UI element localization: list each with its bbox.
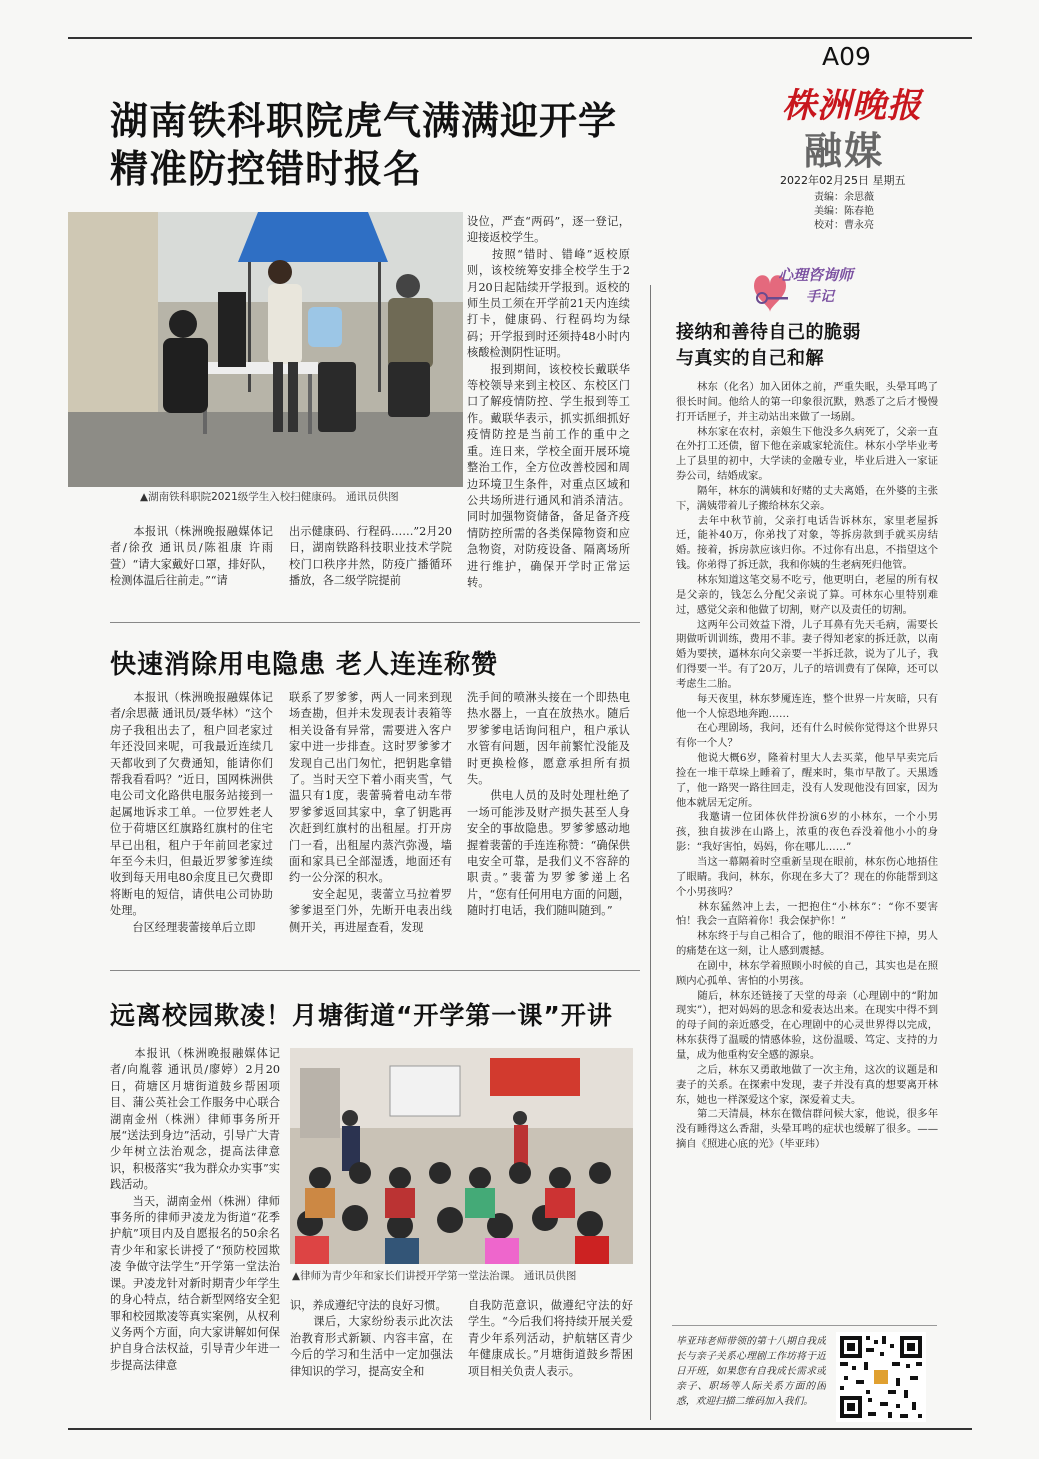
article3-photo-caption: ▲律师为青少年和家长们讲授开学第一堂法治课。 通讯员供图 (292, 1270, 577, 1282)
article1-photo-caption: ▲湖南铁科职院2021级学生入校扫健康码。 通讯员供图 (140, 491, 399, 503)
section-name: 融媒 (804, 129, 885, 173)
issue-date: 2022年02月25日 星期五 (780, 174, 906, 187)
article3-body-col1: 本报讯（株洲晚报融媒体记者/向胤蓉 通讯员/廖婷）2月20日，荷塘区月塘街道鼓乡帮困项目、蒲公英社会工作服务中心联合湖南金州（株洲）律师事务所开展“送法到身边”活动，引导广大青少年树立法治观念，提高法律意识，积极落实“我为群众办实事”实践活动。 当天，湖南金州（株洲）律师事务所的律师尹凌龙为街道“花季护航”项目内及自愿报名的50余名青少年和家长讲授了“预防校园欺凌 争做守法学生”开学第一堂法治课。尹凌龙针对新时期青少年学生的身心特点，结合新型网络安全犯罪和校园欺凌等真实案例，从权利义务两个方面，向大家讲解如何保护自身合法权益，引导青少年进一步提高法律意 (110, 1047, 280, 1372)
article2-body-col1: 本报讯（株洲晚报融媒体记者/余思薇 通讯员/聂华林）“这个房子我租出去了，租户回老家过年还没回来呢，可我最近连续几天都收到了欠费通知，能请你们帮我看看吗？”近日，国网株洲供电公司文化路供电服务站接到一起属地诉求工单。一位罗姓老人位于荷塘区红旗路红旗村的住宅早已出租，租户于年前回老家过年至今未归，但最近罗爹爹连续收到每天用电80余度且已欠费即将断电的短信，请供电公司协助处理。 台区经理裴蕾接单后立即 (110, 691, 273, 934)
editor-credit: 责编：余思薇 (814, 192, 874, 203)
article2-divider (110, 970, 640, 971)
article1-body-col2: 出示健康码、行程码……”2月20日，湖南铁路科技职业技术学院校门口秩序井然，防疫广播循环播放，各二级学院提前 (289, 525, 452, 588)
column-promo-text: 毕亚玮老师带领的第十八期自我成长与亲子关系心理剧工作坊将于近日开班，如果您有自我成长需求或亲子、职场等人际关系方面的困惑，欢迎扫描二维码加入我们。 (676, 1336, 826, 1407)
qr-code[interactable] (836, 1332, 926, 1422)
column-vertical-rule (650, 285, 651, 1420)
column-logo-line1: 心理咨询师 (778, 266, 854, 284)
article2-headline: 快速消除用电隐患 老人连连称赞 (110, 650, 499, 680)
article1-body-col-right: 设位，严查“两码”，逐一登记，迎接返校学生。 按照“错时、错峰”返校原则，该校统筹安排全校学生于2月20日起陆续开学报到。返校的师生员工须在开学前21天内连续打卡，健康码、行程码均为绿码；开学报到时还须持48小时内核酸检测阴性证明。 报到期间，该校校长戴联华等校领导来到主校区、东校区门口了解疫情防控、学生报到等工作。戴联华表示，抓实抓细抓好疫情防控是当前工作的重中之重。连日来，学校全面开展环境整治工作，全方位改善校园和周边环境卫生条件，对重点区域和公共场所进行通风和消杀清洁。同时加强物资储备，备足备齐疫情防控所需的各类保障物资和应急物资，对防疫设备、隔离场所进行维护，确保开学时正常运转。 (467, 215, 630, 589)
article3-body-col3: 自我防范意识，做遵纪守法的好学生。“今后我们将持续开展关爱青少年系列活动，护航辖区青少年健康成长。”月塘街道鼓乡帮困项目相关负责人表示。 (468, 1299, 633, 1378)
top-rule (68, 37, 972, 39)
article1-body-col1: 本报讯（株洲晚报融媒体记者/徐孜 通讯员/陈祖康 许雨萱）“请大家戴好口罩，排好队，检测体温后往前走。”“请 (110, 525, 273, 588)
page-number: A09 (822, 42, 871, 71)
article2-body-col3: 洗手间的喷淋头接在一个即热电热水器上，一直在放热水。随后罗爹爹电话询问租户，租户承认水管有问题，因年前繁忙没能及时更换检修，愿意承担所有损失。 供电人员的及时处理杜绝了一场可能涉及财产损失甚至人身安全的事故隐患。罗爹爹感动地握着裴蕾的手连连称赞：“确保供电安全可靠，是我们义不容辞的职责。”裴蕾为罗爹爹递上名片，“您有任何用电方面的问题，随时打电话，我们随叫随到。” (467, 691, 630, 918)
designer-credit: 美编：陈春艳 (814, 206, 874, 217)
column-body: 林东（化名）加入团体之前，严重失眠，头晕耳鸣了很长时间。他给人的第一印象很沉默，熟悉了之后才慢慢打开话匣子，并主动站出来做了一场剧。 林东家在农村，亲娘生下他没多久病死了，父亲一直在外打工还债，留下他在亲戚家轮流住。林东小学毕业考上了县里的初中，大学读的金融专业，毕业后进入一家证券公司，结婚成家。 隔年，林东的满姨和好赌的丈夫离婚，在外婆的主张下，满姨带着儿子搬给林东父亲。 去年中秋节前，父亲打电话告诉林东，家里老屋拆迁，能补40万，你弟找了对象，等拆房款到手就买房结婚。接着，拆房款应该归你。不过你有出息，不指望这个钱。你弟得了拆迁款，我和你姨的生老病死归他管。 林东知道这笔交易不吃亏，他更明白，老屋的所有权是父亲的，钱怎么分配父亲说了算。可林东心里特别难过，感觉父亲和他做了切割，财产以及责任的切割。 这两年公司效益下滑，儿子耳鼻有先天毛病，需要长期做听训训练，费用不菲。妻子得知老家的拆迁款，以南婚为要挟，逼林东向父亲要一半拆迁款，说为了儿子，我们得要一半。有了20万，儿子的培训费有了保障，还可以考虑生二胎。 每天夜里，林东梦魇连连，整个世界一片灰暗，只有他一个人惊恐地奔跑…… 在心理剧场，我问，还有什么时候你觉得这个世界只有你一个人？ 他说大概6岁，隆着村里大人去买菜，他早早卖完后捡在一堆干草垛上睡着了，醒来时，集市早散了。天黑透了，他一路哭一路往回走，没有人发现他没有回家，因为他本就居无定所。 我邀请一位团体伙伴扮演6岁的小林东，一个小男孩，独自拔涉在山路上，浓重的夜色吞没着他小小的身影：“我好害怕，妈妈，你在哪儿……” 当这一幕隔着时空重新呈现在眼前，林东伤心地捂住了眼睛。我问，林东，你现在多大了？现在的你能帮到这个小男孩吗？ 林东猛然冲上去，一把抱住“小林东”：“你不要害怕！我会一直陪着你！我会保护你！” 林东终于与自己相合了，他的眼泪不停往下掉，男人的痛楚在这一刻，让人感到震撼。 在剧中，林东学着照顾小时候的自己，其实也是在照顾内心孤单、害怕的小男孩。 随后，林东还链接了天堂的母亲（心理剧中的“附加现实”），把对妈妈的思念和爱表达出来。在现实中得不到的母子间的亲近感受，在心理剧中的心灵世界得以完成，林东获得了温暖的情感体验，这份温暖、笃定、支持的力量，成为他重构安全感的源泉。 之后，林东又勇敢地做了一次主角，这次的议题是和妻子的关系。在探索中发现，妻子并没有真的想要离开林东，她也一样深爱这个家，深爱着丈夫。 第二天清晨，林东在微信群问候大家，他说，很多年没有睡得这么香甜，头晕耳鸣的症状也缓解了很多。——摘自《照进心底的光》（毕亚玮） (676, 381, 938, 1151)
article3-headline: 远离校园欺凌！月塘街道“开学第一课”开讲 (110, 1001, 613, 1030)
article2-body-col2: 联系了罗爹爹，两人一同来到现场查勘，但并未发现表计表箱等相关设备有异常，需要进入客户家中进一步排查。这时罗爹爹才发现自己出门匆忙，把钥匙拿错了。当时天空下着小雨夹雪，气温只有1度，裴蕾骑着电动车带罗爹爹返回其家中，拿了钥匙再次赶到红旗村的出租屋。打开房门一看，出租屋内蒸汽弥漫，墙面和家具已全部湿透，地面还有约一公分深的积水。 安全起见，裴蕾立马拉着罗爹爹退至门外，先断开电表出线侧开关，再进屋查看，发现 (289, 691, 452, 934)
column-logo-line2: 手记 (806, 289, 834, 305)
column-headline-line2: 与真实的自己和解 (676, 348, 824, 369)
article1-photo (68, 212, 463, 487)
proofreader-credit: 校对：曹永亮 (814, 220, 874, 231)
article3-photo (290, 1048, 633, 1264)
column-logo (740, 262, 880, 322)
article3-body-col2: 识，养成遵纪守法的良好习惯。 课后，大家纷纷表示此次法治教育形式新颖、内容丰富，在今后的学习和生活中一定加强法律知识的学习，提高安全和 (290, 1299, 453, 1378)
paper-logo: 株洲晚报 (782, 86, 922, 126)
bottom-rule (68, 1428, 972, 1430)
article1-divider (110, 622, 640, 623)
column-headline-line1: 接纳和善待自己的脆弱 (676, 322, 861, 343)
article1-headline-line2: 精准防控错时报名 (110, 147, 423, 191)
column-promo-divider (672, 1325, 937, 1326)
article1-headline-line1: 湖南铁科职院虎气满满迎开学 (110, 99, 618, 143)
